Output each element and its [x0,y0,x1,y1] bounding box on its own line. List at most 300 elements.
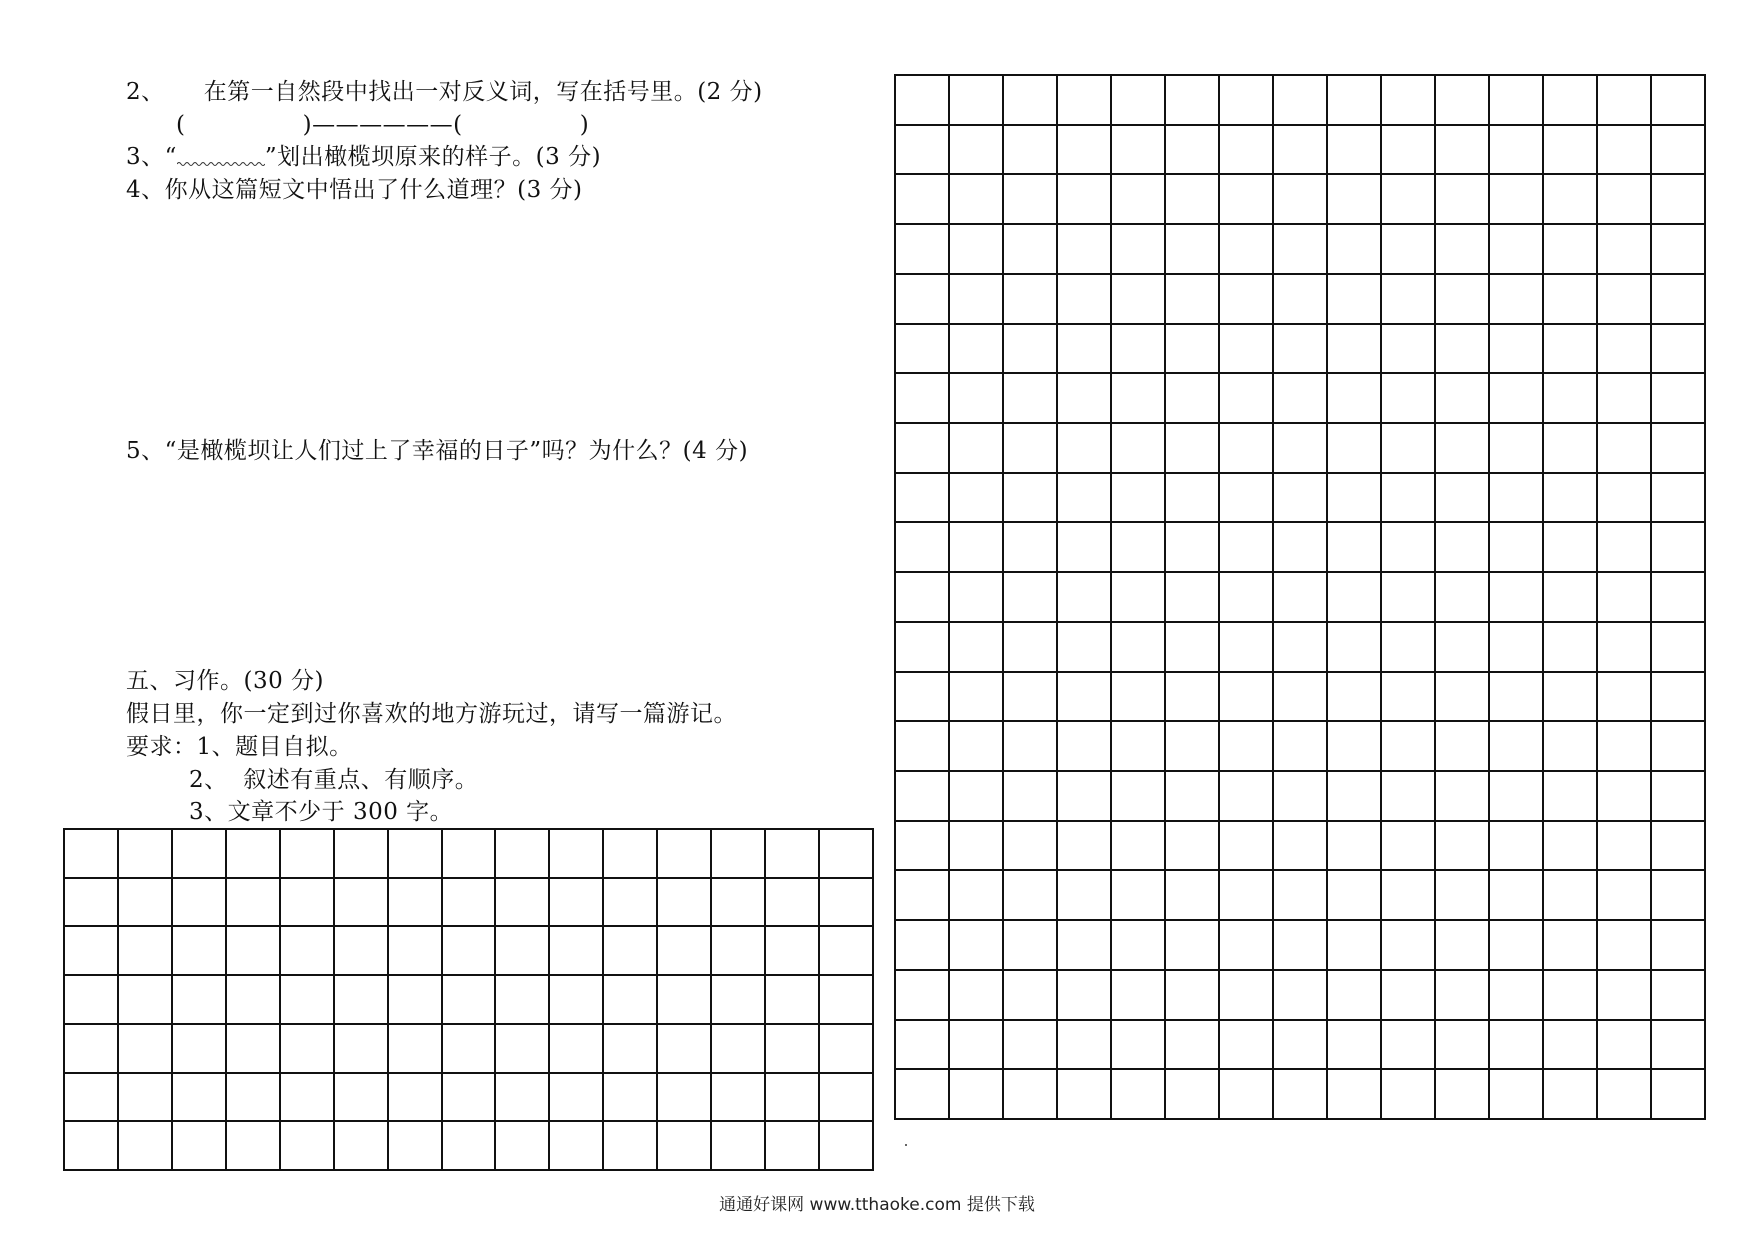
writing-grid-cell [950,76,1004,126]
writing-grid-cell [1058,921,1112,971]
writing-grid-cell [820,1074,874,1123]
writing-grid-cell [896,921,950,971]
writing-grid-cell [950,722,1004,772]
writing-grid-cell [227,1074,281,1123]
writing-grid-cell [1112,275,1166,325]
writing-grid-cell [1652,822,1706,872]
writing-grid-cell [1652,971,1706,1021]
writing-grid-cell [1544,275,1598,325]
writing-grid-cell [1166,623,1220,673]
writing-grid-cell [896,76,950,126]
writing-grid-cell [1544,374,1598,424]
writing-grid-cell [281,830,335,879]
writing-grid-cell [1328,275,1382,325]
writing-grid-cell [389,1025,443,1074]
writing-grid-cell [1544,523,1598,573]
writing-grid-cell [1544,623,1598,673]
writing-grid-cell [1112,1070,1166,1120]
footer-download-note: 通通好课网 www.tthaoke.com 提供下载 [719,1195,1035,1215]
writing-grid-cell [1598,971,1652,1021]
writing-grid-cell [1274,772,1328,822]
writing-grid-cell [1436,722,1490,772]
question-5: 5、“是橄榄坝让人们过上了幸福的日子”吗？为什么？(4 分) [126,438,749,464]
writing-grid-cell [1436,225,1490,275]
writing-grid-cell [1328,822,1382,872]
writing-grid-cell [389,1074,443,1123]
writing-grid-cell [766,1122,820,1171]
writing-grid-cell [119,1122,173,1171]
writing-grid-cell [658,1122,712,1171]
writing-grid-cell [1058,722,1112,772]
writing-grid-right [894,74,1706,1120]
writing-grid-cell [1490,225,1544,275]
writing-grid-cell [335,830,389,879]
writing-grid-cell [1220,871,1274,921]
writing-grid-cell [1652,1021,1706,1071]
writing-grid-cell [119,1025,173,1074]
question-3 [126,143,601,171]
writing-grid-cell [65,1025,119,1074]
writing-grid-cell [1274,523,1328,573]
writing-grid-cell [1004,424,1058,474]
writing-grid-cell [658,1074,712,1123]
writing-grid-cell [1328,126,1382,176]
writing-grid-cell [1166,175,1220,225]
writing-grid-cell [1328,76,1382,126]
writing-grid-cell [1274,126,1328,176]
writing-grid-cell [335,1025,389,1074]
writing-grid-cell [1220,424,1274,474]
writing-grid-cell [1220,573,1274,623]
writing-grid-cell [1598,772,1652,822]
writing-grid-cell [1382,822,1436,872]
writing-grid-left [63,828,874,1171]
writing-grid-cell [1652,722,1706,772]
writing-grid-cell [1382,871,1436,921]
writing-grid-cell [950,921,1004,971]
writing-grid-cell [1220,921,1274,971]
writing-grid-cell [389,879,443,928]
writing-grid-cell [1112,374,1166,424]
writing-grid-cell [950,1070,1004,1120]
writing-grid-cell [1544,772,1598,822]
writing-grid-cell [1112,325,1166,375]
writing-grid-cell [1058,275,1112,325]
writing-grid-cell [1058,871,1112,921]
writing-grid-cell [1058,325,1112,375]
writing-grid-cell [65,976,119,1025]
writing-grid-cell [119,1074,173,1123]
writing-grid-cell [950,871,1004,921]
writing-grid-cell [1598,523,1652,573]
writing-grid-cell [173,927,227,976]
writing-grid-cell [1382,225,1436,275]
writing-grid-cell [1166,573,1220,623]
writing-grid-cell [1112,971,1166,1021]
writing-grid-cell [1058,374,1112,424]
writing-grid-cell [1004,772,1058,822]
writing-grid-cell [1004,523,1058,573]
writing-grid-cell [1490,573,1544,623]
writing-grid-cell [1328,623,1382,673]
writing-grid-cell [1112,772,1166,822]
writing-grid-cell [1112,573,1166,623]
writing-grid-cell [1112,76,1166,126]
writing-grid-cell [896,474,950,524]
writing-grid-cell [1328,673,1382,723]
writing-grid-cell [1328,722,1382,772]
writing-grid-cell [1652,623,1706,673]
writing-grid-cell [896,424,950,474]
writing-grid-cell [389,830,443,879]
writing-grid-cell [1490,1021,1544,1071]
writing-grid-cell [1004,1070,1058,1120]
writing-grid-cell [443,830,497,879]
composition-requirement-1: 要求：1、题目自拟。 [126,734,353,760]
writing-grid-cell [1166,76,1220,126]
writing-grid-cell [1112,523,1166,573]
writing-grid-cell [1652,573,1706,623]
writing-grid-cell [1490,822,1544,872]
writing-grid-cell [1112,175,1166,225]
writing-grid-cell [1382,623,1436,673]
writing-grid-cell [1544,175,1598,225]
question-4: 4、你从这篇短文中悟出了什么道理？(3 分) [126,177,583,203]
writing-grid-cell [1004,822,1058,872]
writing-grid-cell [1490,921,1544,971]
writing-grid-cell [119,927,173,976]
writing-grid-cell [1004,971,1058,1021]
writing-grid-cell [1220,474,1274,524]
writing-grid-cell [1058,474,1112,524]
writing-grid-cell [1436,1021,1490,1071]
writing-grid-cell [1490,275,1544,325]
writing-grid-cell [550,830,604,879]
writing-grid-cell [1112,673,1166,723]
writing-grid-cell [896,623,950,673]
writing-grid-cell [1436,673,1490,723]
writing-grid-cell [1490,424,1544,474]
writing-grid-cell [820,927,874,976]
writing-grid-cell [389,976,443,1025]
writing-grid-cell [1544,474,1598,524]
writing-grid-cell [1274,474,1328,524]
writing-grid-cell [550,1025,604,1074]
writing-grid-cell [443,976,497,1025]
writing-grid-cell [1544,225,1598,275]
writing-grid-cell [173,1025,227,1074]
writing-grid-cell [1598,921,1652,971]
writing-grid-cell [1112,871,1166,921]
writing-grid-cell [1058,175,1112,225]
writing-grid-cell [1220,126,1274,176]
writing-grid-cell [950,772,1004,822]
writing-grid-cell [443,879,497,928]
writing-grid-cell [1436,523,1490,573]
writing-grid-cell [1652,871,1706,921]
writing-grid-cell [1166,921,1220,971]
writing-grid-cell [1004,225,1058,275]
writing-grid-cell [1328,573,1382,623]
writing-grid-cell [1382,126,1436,176]
scan-speck [905,1144,907,1146]
writing-grid-cell [1058,126,1112,176]
writing-grid-cell [820,1025,874,1074]
writing-grid-cell [1220,1070,1274,1120]
writing-grid-cell [604,830,658,879]
writing-grid-cell [1166,1021,1220,1071]
writing-grid-cell [896,1021,950,1071]
writing-grid-cell [1598,474,1652,524]
writing-grid-cell [896,722,950,772]
writing-grid-cell [1652,275,1706,325]
writing-grid-cell [1220,523,1274,573]
writing-grid-cell [496,927,550,976]
writing-grid-cell [1652,424,1706,474]
writing-grid-cell [950,325,1004,375]
writing-grid-cell [496,1025,550,1074]
writing-grid-cell [712,1025,766,1074]
writing-grid-cell [950,673,1004,723]
writing-grid-cell [1382,1021,1436,1071]
writing-grid-cell [1274,822,1328,872]
writing-grid-cell [1004,871,1058,921]
writing-grid-cell [1058,573,1112,623]
writing-grid-cell [550,927,604,976]
writing-grid-cell [658,879,712,928]
writing-grid-cell [1220,175,1274,225]
question-3-suffix: ”划出橄榄坝原来的样子。(3 分) [264,144,602,170]
writing-grid-cell [1436,474,1490,524]
writing-grid-cell [550,1074,604,1123]
writing-grid-cell [1328,374,1382,424]
writing-grid-cell [1544,921,1598,971]
writing-grid-cell [950,225,1004,275]
writing-grid-cell [1166,275,1220,325]
writing-grid-cell [712,830,766,879]
writing-grid-cell [1328,523,1382,573]
question-2-text: 2、 在第一自然段中找出一对反义词，写在括号里。(2 分) [126,79,763,105]
writing-grid-cell [896,1070,950,1120]
writing-grid-cell [1382,673,1436,723]
writing-grid-cell [1544,424,1598,474]
writing-grid-cell [65,830,119,879]
writing-grid-cell [1436,623,1490,673]
writing-grid-cell [1598,374,1652,424]
writing-grid-cell [950,424,1004,474]
writing-grid-cell [1598,1070,1652,1120]
writing-grid-cell [1598,424,1652,474]
composition-prompt: 假日里，你一定到过你喜欢的地方游玩过，请写一篇游记。 [126,701,737,727]
writing-grid-cell [896,573,950,623]
writing-grid-cell [443,1122,497,1171]
writing-grid-cell [1436,275,1490,325]
writing-grid-cell [227,1025,281,1074]
writing-grid-cell [1544,722,1598,772]
writing-grid-cell [1004,673,1058,723]
question-2-answer-brackets: ( )——————( ) [176,112,590,138]
writing-grid-cell [1166,474,1220,524]
writing-grid-cell [227,1122,281,1171]
writing-grid-cell [1274,871,1328,921]
writing-grid-cell [1166,325,1220,375]
writing-grid-cell [1274,424,1328,474]
writing-grid-cell [1382,573,1436,623]
writing-grid-cell [950,126,1004,176]
writing-grid-cell [658,1025,712,1074]
writing-grid-cell [173,1074,227,1123]
writing-grid-cell [1004,76,1058,126]
writing-grid-cell [950,822,1004,872]
writing-grid-cell [950,1021,1004,1071]
writing-grid-cell [1490,772,1544,822]
writing-grid-cell [1166,126,1220,176]
writing-grid-cell [1436,971,1490,1021]
writing-grid-cell [712,1122,766,1171]
writing-grid-cell [1220,623,1274,673]
writing-grid-cell [1598,822,1652,872]
writing-grid-cell [1382,76,1436,126]
writing-grid-cell [1166,374,1220,424]
writing-grid-cell [281,1025,335,1074]
writing-grid-cell [496,1122,550,1171]
writing-grid-cell [1166,424,1220,474]
writing-grid-cell [119,976,173,1025]
writing-grid-cell [604,927,658,976]
writing-grid-cell [1544,325,1598,375]
writing-grid-cell [1436,1070,1490,1120]
writing-grid-cell [1166,772,1220,822]
writing-grid-cell [766,927,820,976]
writing-grid-cell [1382,1070,1436,1120]
writing-grid-cell [1058,523,1112,573]
writing-grid-cell [950,523,1004,573]
writing-grid-cell [1652,474,1706,524]
writing-grid-cell [1328,325,1382,375]
writing-grid-cell [1544,822,1598,872]
writing-grid-cell [604,1122,658,1171]
writing-grid-cell [1112,822,1166,872]
writing-grid-cell [1112,474,1166,524]
writing-grid-cell [1544,673,1598,723]
writing-grid-cell [604,976,658,1025]
writing-grid-cell [65,1074,119,1123]
writing-grid-cell [335,976,389,1025]
writing-grid-cell [227,976,281,1025]
writing-grid-cell [1166,971,1220,1021]
writing-grid-cell [1274,1021,1328,1071]
writing-grid-cell [1436,921,1490,971]
writing-grid-cell [1436,76,1490,126]
writing-grid-cell [1382,722,1436,772]
writing-grid-cell [443,1074,497,1123]
writing-grid-cell [896,126,950,176]
wavy-underline-mark [177,149,265,167]
writing-grid-cell [1328,1070,1382,1120]
writing-grid-cell [1544,971,1598,1021]
writing-grid-cell [227,927,281,976]
writing-grid-cell [281,976,335,1025]
writing-grid-cell [820,976,874,1025]
writing-grid-cell [1058,971,1112,1021]
writing-grid-cell [1112,1021,1166,1071]
writing-grid-cell [173,976,227,1025]
writing-grid-cell [1490,474,1544,524]
writing-grid-cell [1058,772,1112,822]
writing-grid-cell [896,772,950,822]
writing-grid-cell [1436,374,1490,424]
writing-grid-cell [1112,126,1166,176]
writing-grid-cell [1112,424,1166,474]
writing-grid-cell [1328,424,1382,474]
writing-grid-cell [1328,971,1382,1021]
writing-grid-cell [896,225,950,275]
writing-grid-cell [281,879,335,928]
writing-grid-cell [1112,722,1166,772]
writing-grid-cell [227,830,281,879]
writing-grid-cell [1220,822,1274,872]
writing-grid-cell [604,1074,658,1123]
writing-grid-cell [820,879,874,928]
writing-grid-cell [1274,971,1328,1021]
writing-grid-cell [281,927,335,976]
writing-grid-cell [1274,325,1328,375]
writing-grid-cell [1436,871,1490,921]
writing-grid-cell [1598,673,1652,723]
writing-grid-cell [281,1074,335,1123]
writing-grid-cell [1598,1021,1652,1071]
writing-grid-cell [389,927,443,976]
writing-grid-cell [1220,772,1274,822]
writing-grid-cell [1220,325,1274,375]
writing-grid-cell [1652,374,1706,424]
writing-grid-cell [1598,722,1652,772]
writing-grid-cell [766,1025,820,1074]
writing-grid-cell [1274,673,1328,723]
writing-grid-cell [550,879,604,928]
writing-grid-cell [1382,971,1436,1021]
writing-grid-cell [1004,474,1058,524]
writing-grid-cell [1274,275,1328,325]
writing-grid-cell [1652,325,1706,375]
writing-grid-cell [1058,623,1112,673]
writing-grid-cell [658,976,712,1025]
writing-grid-cell [1274,573,1328,623]
writing-grid-cell [496,1074,550,1123]
writing-grid-cell [496,830,550,879]
writing-grid-cell [1490,325,1544,375]
writing-grid-cell [1382,523,1436,573]
writing-grid-cell [766,1074,820,1123]
writing-grid-cell [335,1074,389,1123]
writing-grid-cell [712,927,766,976]
writing-grid-cell [1652,921,1706,971]
writing-grid-cell [1436,424,1490,474]
writing-grid-cell [1166,1070,1220,1120]
writing-grid-cell [1328,921,1382,971]
writing-grid-cell [896,971,950,1021]
writing-grid-cell [65,927,119,976]
writing-grid-cell [443,927,497,976]
writing-grid-cell [227,879,281,928]
writing-grid-cell [335,879,389,928]
writing-grid-cell [1112,921,1166,971]
writing-grid-cell [1058,822,1112,872]
writing-grid-cell [1004,275,1058,325]
writing-grid-cell [1544,1021,1598,1071]
writing-grid-cell [950,971,1004,1021]
writing-grid-cell [1652,1070,1706,1120]
